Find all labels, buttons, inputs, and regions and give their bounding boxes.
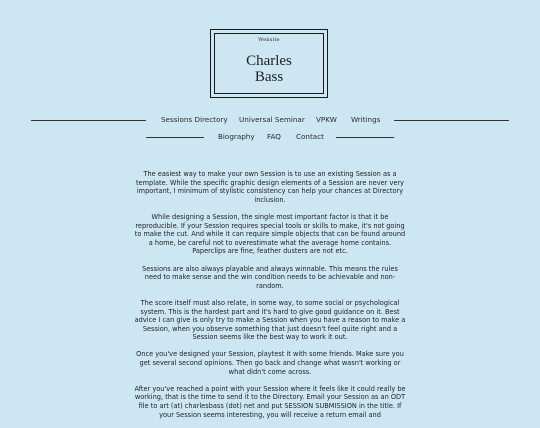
primary-nav xyxy=(0,114,540,126)
nav-link-vpkw[interactable]: VPKW xyxy=(316,115,337,124)
logo-inner-frame xyxy=(214,33,324,94)
content-paragraph: After you've reached a point with your Session where it feels like it could really be working, that is the time to send it to the Directory. Email your Session as an ODT file to art (at) charlesbass (dot) net and put SESSION SUBMISSION in the title. If your Session seems interesting, you will receive a return email and xyxy=(134,384,406,419)
nav-link-biography[interactable]: Biography xyxy=(218,132,255,141)
nav-divider-right-2 xyxy=(336,137,394,138)
content-paragraph: Sessions are also always playable and always winnable. This means the rules need to make sense and the win condition needs to be achievable and non-random. xyxy=(142,264,398,290)
content-paragraph: The score itself must also relate, in some way, to some social or psychological system. This is the hardest part and it's hard to give good guidance on it. Best advice I can give is only try to make a Session when you have a reason to make a Session, when you observe something that just doesn't feel quite right and a Session seems like the best way to work it out. xyxy=(134,298,406,342)
site-logo[interactable] xyxy=(210,29,328,98)
logo-website-label: Website xyxy=(258,37,280,43)
secondary-nav xyxy=(0,131,540,143)
main-content xyxy=(134,170,406,428)
content-paragraph: While designing a Session, the single most important factor is that it be reproducible. If your Session requires special tools or skills to make, it's not going to make the cut. And while it can require simple objects that can be found around a home, be careful not to overestimate what the average home contains. Paperclips are fine, feather dusters are not etc. xyxy=(134,212,406,256)
logo-name-first: Charles xyxy=(246,53,292,69)
content-paragraph: Once you've designed your Session, playtest it with some friends. Make sure you get several second opinions. Then go back and change what wasn't working or what didn't come across. xyxy=(136,350,404,376)
nav-divider-right xyxy=(394,120,509,121)
nav-link-writings[interactable]: Writings xyxy=(351,115,381,124)
nav-divider-left-2 xyxy=(146,137,204,138)
nav-link-faq[interactable]: FAQ xyxy=(267,132,281,141)
nav-link-sessions-directory[interactable]: Sessions Directory xyxy=(161,115,228,124)
nav-link-universal-seminar[interactable]: Universal Seminar xyxy=(239,115,305,124)
content-paragraph: The easiest way to make your own Session is to use an existing Session as a template. While the specific graphic design elements of a Session are never very important, I minimum of stylistic consistency can help your chances at Directory inclusion. xyxy=(135,170,405,204)
nav-divider-left xyxy=(31,120,146,121)
nav-link-contact[interactable]: Contact xyxy=(296,132,324,141)
logo-name-last: Bass xyxy=(254,69,284,85)
